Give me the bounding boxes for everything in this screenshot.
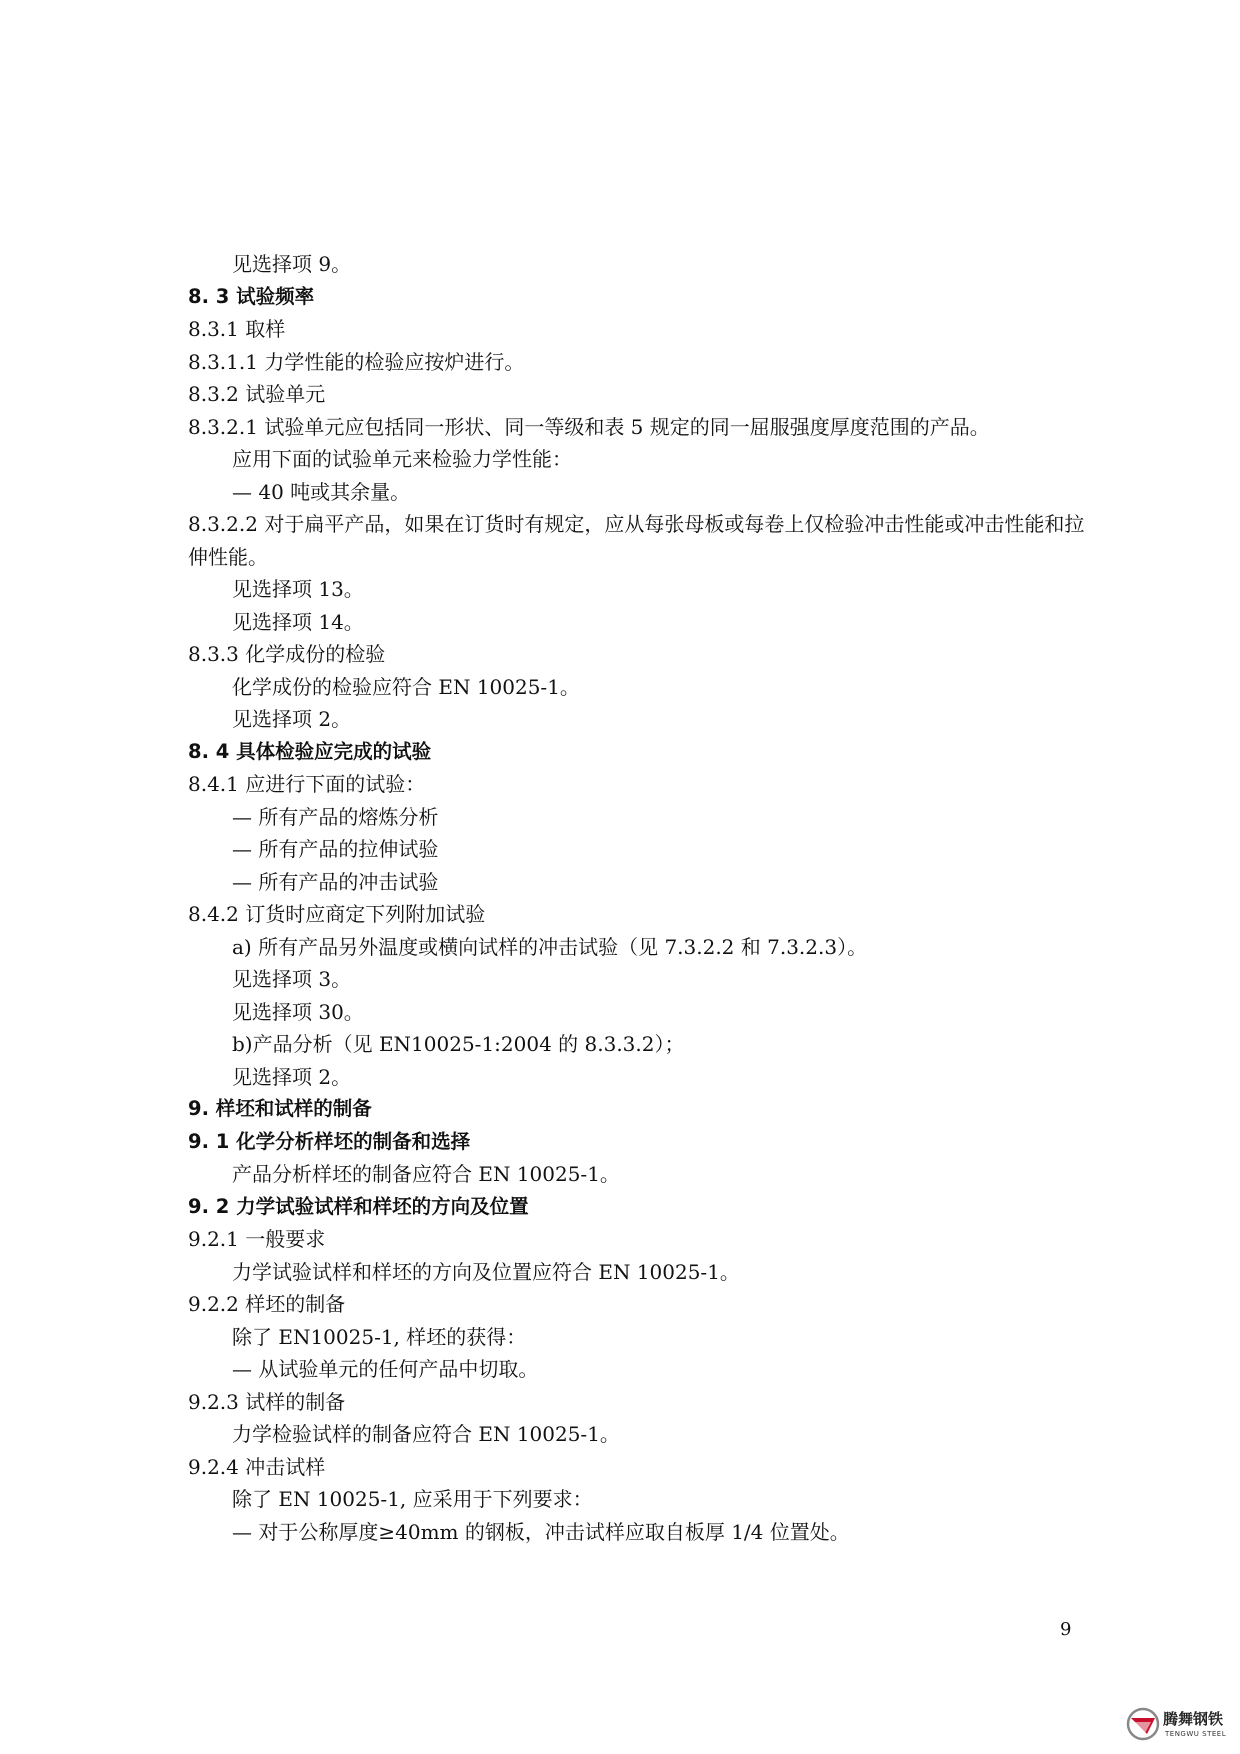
paragraph: 见选择项 2。 <box>232 707 352 731</box>
paragraph: 产品分析样坯的制备应符合 EN 10025-1。 <box>232 1162 620 1186</box>
subsection-heading: 8.3.1 取样 <box>188 317 286 341</box>
page-number: 9 <box>1060 1619 1072 1640</box>
list-item: — 所有产品的冲击试验 <box>232 869 439 894</box>
paragraph: 见选择项 2。 <box>232 1064 352 1089</box>
paragraph: 见选择项 9。 <box>232 252 352 276</box>
subsection-heading: 8.4.1 应进行下面的试验： <box>188 772 426 796</box>
paragraph: 除了 EN 10025-1, 应采用于下列要求： <box>232 1487 593 1511</box>
section-heading: 9. 1 化学分析样坯的制备和选择 <box>188 1129 471 1153</box>
subsection-heading: 8.4.2 订货时应商定下列附加试验 <box>188 902 486 926</box>
paragraph: 8.3.2.2 对于扁平产品，如果在订货时有规定，应从每张母板或每卷上仅检验冲击性能或冲击性能和拉伸性能。 <box>188 512 1085 569</box>
list-item: a) 所有产品另外温度或横向试样的冲击试验（见 7.3.2.2 和 7.3.2.3）。 <box>232 934 868 959</box>
list-item: — 所有产品的拉伸试验 <box>232 837 439 861</box>
tengwu-logo-icon <box>1125 1706 1161 1742</box>
company-logo <box>1125 1706 1237 1746</box>
paragraph: 除了 EN10025-1, 样坯的获得： <box>232 1324 527 1349</box>
list-item: — 从试验单元的任何产品中切取。 <box>232 1357 539 1381</box>
section-heading: 9. 样坯和试样的制备 <box>188 1097 372 1120</box>
list-item: — 对于公称厚度≥40mm 的钢板，冲击试样应取自板厚 1/4 位置处。 <box>232 1519 850 1544</box>
document-body <box>188 248 1088 1548</box>
list-item: b)产品分析（见 EN10025-1:2004 的 8.3.3.2）； <box>232 1032 685 1056</box>
list-item: — 所有产品的熔炼分析 <box>232 804 439 829</box>
paragraph: 见选择项 3。 <box>232 967 352 991</box>
section-heading: 8. 4 具体检验应完成的试验 <box>188 739 432 763</box>
subsection-heading: 8.3.2 试验单元 <box>188 382 326 406</box>
paragraph: 8.3.2.1 试验单元应包括同一形状、同一等级和表 5 规定的同一屈服强度厚度范围的产品。 <box>188 414 990 439</box>
paragraph: 力学检验试样的制备应符合 EN 10025-1。 <box>232 1422 620 1446</box>
section-heading: 9. 2 力学试验试样和样坯的方向及位置 <box>188 1194 529 1218</box>
logo-name-en: TENGWU STEEL <box>1165 1730 1227 1738</box>
logo-name-cn: 腾舞钢铁 <box>1163 1710 1224 1728</box>
paragraph: 8.3.1.1 力学性能的检验应按炉进行。 <box>188 349 525 374</box>
subsection-heading: 8.3.3 化学成份的检验 <box>188 642 386 666</box>
section-heading: 8. 3 试验频率 <box>188 284 315 308</box>
paragraph: 见选择项 14。 <box>232 609 364 634</box>
subsection-heading: 9.2.1 一般要求 <box>188 1227 326 1251</box>
paragraph: 见选择项 30。 <box>232 999 364 1024</box>
subsection-heading: 9.2.4 冲击试样 <box>188 1454 326 1479</box>
paragraph: 见选择项 13。 <box>232 577 364 601</box>
paragraph: 力学试验试样和样坯的方向及位置应符合 EN 10025-1。 <box>232 1259 740 1284</box>
list-item: — 40 吨或其余量。 <box>232 479 411 504</box>
subsection-heading: 9.2.2 样坯的制备 <box>188 1292 346 1316</box>
paragraph: 应用下面的试验单元来检验力学性能： <box>232 447 572 471</box>
subsection-heading: 9.2.3 试样的制备 <box>188 1389 346 1414</box>
paragraph: 化学成份的检验应符合 EN 10025-1。 <box>232 674 580 699</box>
